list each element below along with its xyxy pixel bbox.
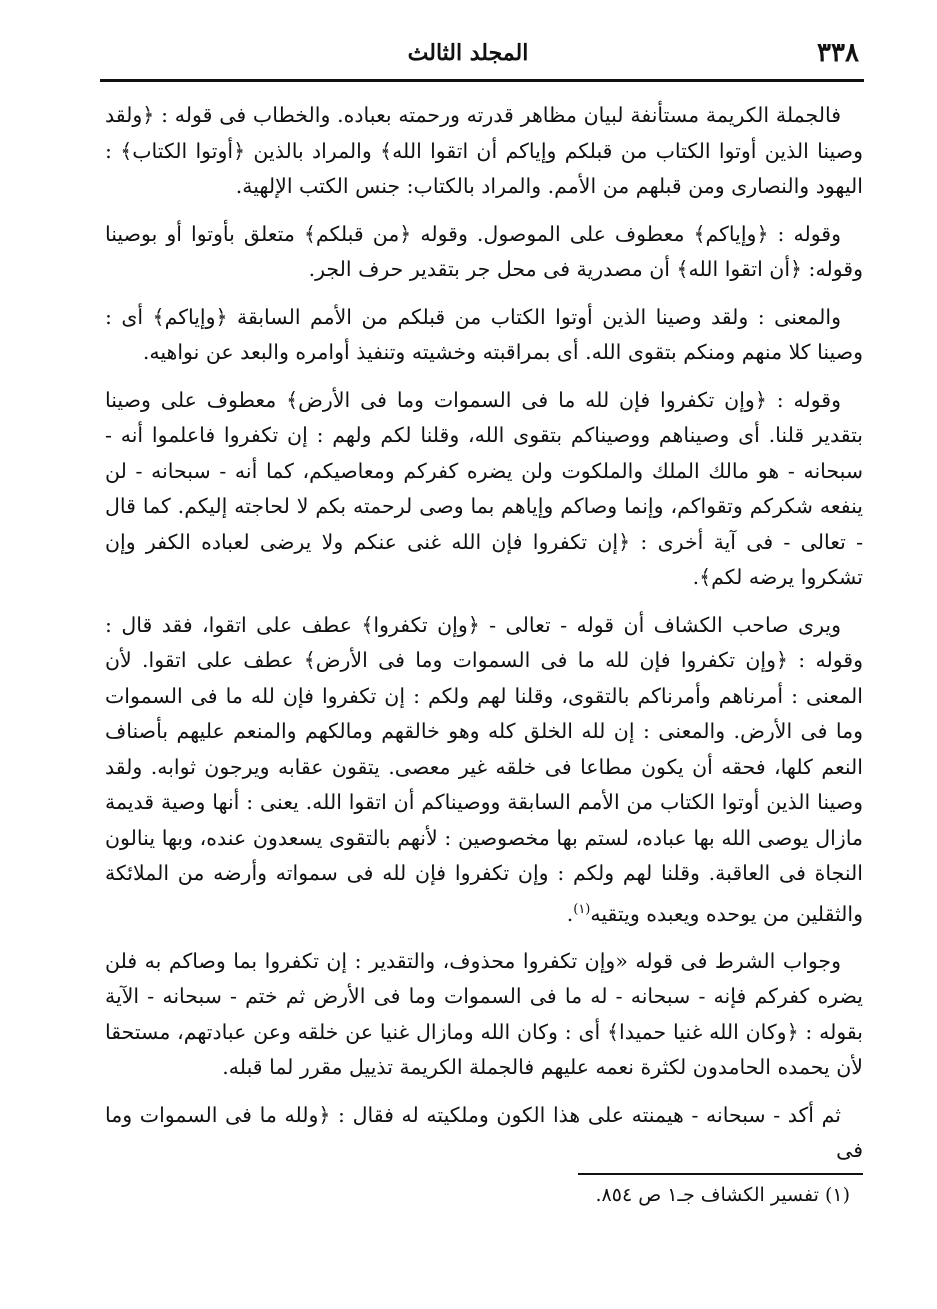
- paragraph-1: فالجملة الكريمة مستأنفة لبيان مظاهر قدرته ورحمته بعباده. والخطاب فى قوله : ﴿ولقد وصينا الذين أوتوا الكتاب من قبلكم وإياكم أن اتقوا الله﴾ والمراد بالذين ﴿أوتوا الكتاب﴾ : اليهود والنصارى ومن قبلهم من الأمم. والمراد بالكتاب: جنس الكتب الإلهية.: [105, 103, 863, 198]
- paragraph-4: وقوله : ﴿وإن تكفروا فإن لله ما فى السموات وما فى الأرض﴾ معطوف على وصينا بتقدير قلنا. أى وصيناهم ووصيناكم بتقوى الله، وقلنا لكم ولهم : إن تكفروا فاعلموا أنه - سبحانه - هو مالك الملك والملكوت ولن يضره كفركم ومعاصيكم، كما أنه - سبحانه - لن ينفعه شكركم وتقواكم، وإنما وصاكم وإياهم بما وصى لرحمته بكم لا لحاجته إليكم. كما قال - تعالى - فى آية أخرى : ﴿إن تكفروا فإن الله غنى عنكم ولا يرضى لعباده الكفر وإن تشكروا يرضه لكم﴾.: [105, 387, 863, 589]
- paragraph-5-end: .: [566, 901, 574, 926]
- paragraph-5-text: ويرى صاحب الكشاف أن قوله - تعالى - ﴿وإن تكفروا﴾ عطف على اتقوا، فقد قال : وقوله : ﴿وإن تكفروا فإن لله ما فى السموات وما فى الأرض﴾ عطف على اتقوا. لأن المعنى : أمرناهم وأمرناكم بالتقوى، وقلنا لهم ولكم : إن تكفروا فإن لله ما فى السموات وما فى الأرض. والمعنى : إن لله الخلق كله وهو خالقهم ومالكهم والمنعم عليهم بأصناف النعم كلها، فحقه أن يكون مطاعا فى خلقه غير معصى. يتقون عقابه ويرجون ثوابه. ولقد وصينا الذين أوتوا الكتاب من الأمم السابقة ووصيناكم أن اتقوا الله. يعنى : أنها وصية قديمة مازال يوصى الله بها عباده، لستم بها مخصوصين : لأنهم بالتقوى يسعدون عنده، وبها ينالون النجاة فى العاقبة. وقلنا لهم ولكم : وإن تكفروا فإن لله فى سمواته وأرضه من الملائكة والثقلين من يوحده ويعبده ويتقيه: [105, 612, 863, 926]
- paragraph-3: والمعنى : ولقد وصينا الذين أوتوا الكتاب من قبلكم من الأمم السابقة ﴿وإياكم﴾ أى : وصينا كلا منهم ومنكم بتقوى الله. أى بمراقبته وخشيته وتنفيذ أوامره والبعد عن نواهيه.: [105, 304, 863, 364]
- paragraph-6: وجواب الشرط فى قوله «وإن تكفروا محذوف، والتقدير : إن تكفروا بما وصاكم به فلن يضره كفركم فإنه - سبحانه - له ما فى السموات وما فى الأرض ثم ختم - سبحانه - الآية بقوله : ﴿وكان الله غنيا حميدا﴾ أى : وكان الله ومازال غنيا عن خلقه وعن عبادتهم، مستحقا لأن يحمده الحامدون لكثرة نعمه عليهم فالجملة الكريمة تذييل مقرر لما قبله.: [105, 948, 863, 1080]
- body-text: [105, 98, 863, 1181]
- paragraph-5: [105, 608, 863, 932]
- footnote-rule: [578, 1173, 863, 1175]
- page-number: ٣٣٨: [817, 38, 859, 68]
- running-title: المجلد الثالث: [407, 40, 529, 66]
- footnote-reference: (١): [573, 901, 591, 917]
- paragraph-7: ثم أكد - سبحانه - هيمنته على هذا الكون وملكيته له فقال : ﴿ولله ما فى السموات وما فى: [105, 1102, 863, 1163]
- footnote: (١) تفسير الكشاف جـ١ ص ٨٥٤.: [595, 1184, 850, 1206]
- paragraph-2: وقوله : ﴿وإياكم﴾ معطوف على الموصول. وقوله ﴿من قبلكم﴾ متعلق بأوتوا أو بوصينا وقوله: ﴿أن اتقوا الله﴾ أن مصدرية فى محل جر بتقدير حرف الجر.: [105, 221, 863, 281]
- header-rule: [100, 79, 864, 82]
